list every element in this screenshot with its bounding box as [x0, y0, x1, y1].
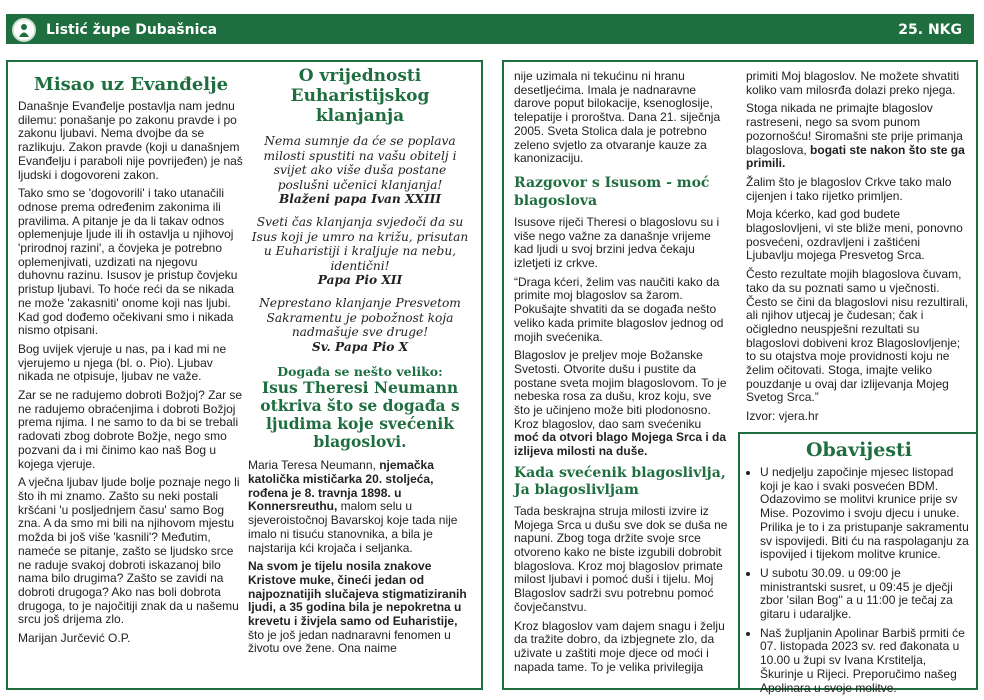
column-klanjanje	[248, 66, 472, 661]
bulletin-title: Listić župe Dubašnica	[46, 22, 218, 38]
notice-item: • Naš župljanin Apolinar Barbiš prmiti će 07. listopada 2023 sv. red đakonata u 10.00 u župi sv Ivana Krstitelja, Škurinje u Rijeci. Preporučimo našeg Apolinara u svoje molitve.	[760, 627, 970, 696]
article-paragraph: Kroz blagoslov vam dajem snagu i želju da tražite dobro, da izbjegnete zlo, da uživate u zaštiti moje djece od moći i napada tame. To je velika privilegija	[514, 618, 725, 674]
notices-section	[748, 438, 970, 700]
quote-text: Nema sumnje da će se poplava milosti spustiti na vašu obitelj i svijet ako više duša postane poslušni učenici klanjanja!	[263, 134, 457, 192]
quote-text: Neprestano klanjanje Presvetom Sakramentu je pobožnost koja nadmašuje sve druge!	[259, 295, 461, 340]
article-text: Maria Teresa Neumann,	[248, 458, 380, 473]
notice-item: • U nedjelju započinje mjesec listopad koji je kao i svaki posvećen BDM. Odazovimo se molitvi krunice prije sv Mise. Pozovimo i svoju djecu i unuke. Prilika je to i za pristupanje sakramentu sv ispovijedi. Biti ću na raspolaganju za ispovijed i tijekom molitve krunice.	[760, 466, 970, 562]
misao-title: Misao uz Evanđelje	[33, 74, 229, 95]
notices-list	[748, 466, 970, 695]
article-text-bold: moć da otvori blago Mojega Srca i da izlijeva milosti na duše.	[514, 430, 727, 459]
article-paragraph: Tada beskrajna struja milosti izvire iz Mojega Srca u dušu sve dok se duša ne napuni. Zbog toga držite svoje srce otvoreno kako ne biste izgubili dobrobit blagoslova. Kroz moj blagoslov primate milost ljubavi i pomoć duši i tijelu. Moj Blagoslov sadrži svu potrebnu pomoć čovječanstvu.	[514, 503, 728, 614]
quote-block	[248, 215, 472, 288]
article-headline: Isus Theresi Neumann otkriva što se događa s ljudima koje svećenik blagoslovi.	[260, 378, 460, 452]
parish-logo-icon	[12, 18, 36, 42]
column-blagoslov-cont	[746, 70, 970, 429]
misao-paragraph: Tako smo se 'dogovorili' i tako utanačili odnose prema određenim zakonima ili pravilima. A pitanje je da li takav odnos oplemenjuje ljude ili ih ostavlja u njihovoj 'prirodnoj razini', a čovjeka je potrebno oplemenjivati, uzdizati na njegovu duhovnu razinu. Isusov je pristup čovjeku pristup ljubavi. To hoće reći da se nikada ne može 'zakasniti' onome koji nas ljubi. Kad god dođemo očekivani smo i nikada nismo otpisani.	[18, 186, 238, 338]
misao-signature: Marijan Jurčević O.P.	[18, 631, 131, 646]
quote-source: Papa Pio XII	[317, 273, 403, 288]
quote-block	[248, 134, 472, 207]
misao-paragraph: Zar se ne radujemo dobroti Božjoj? Zar se ne radujemo obraćenjima i dobroti Božjoj prema njima. I ne samo to da bi se trebali radovati zbog dobrote Božje, nego smo pozvani da i mi činimo kao naš Bog u kojega vjeruje.	[18, 388, 243, 471]
header-bar	[0, 0, 984, 44]
notice-item: • U subotu 30.09. u 09:00 je ministrantski susret, u 09:45 je dječji zbor 'silan Bog'' a u 11:00 je tečaj za gitaru i udaraljke.	[760, 567, 970, 622]
article-paragraph	[248, 560, 472, 656]
misao-paragraph: Bog uvijek vjeruje u nas, pa i kad mi ne vjerujemo u njega (bl. o. Pio). Ljubav nikada ne otpisuje, ljubav ne važe.	[18, 341, 227, 384]
misao-paragraph: Današnje Evanđelje postavlja nam jednu dilemu: ponašanje po zakonu pravde i po zakonu ljubavi. Nema dvojbe da se razlikuju. Zakon pravde (koji u današnjem Evanđelju i paraboli nije povrijeđen) je naš ljudski i dogovoreni zakon.	[18, 99, 243, 182]
article-paragraph	[514, 349, 728, 459]
article-paragraph: Moja kćerko, kad god budete blagoslovljeni, vi ste bliže meni, ponovno posvećeni, ozdravljeni i zaštićeni Ljubavlju mojega Presvetog Srca.	[746, 207, 963, 263]
misao-paragraph: A vječna ljubav ljude bolje poznaje nego li što ih mi znamo. Zašto su neki postali kršćani 'u posljednjem času' samo Bog zna. A da smo mi bili na njihovom mjestu možda bi još više 'kasnili'? Međutim, nameće se pitanje, zašto se ljudsko srce ne raduje svakoj dobroti iskazanoj bilo nama bilo drugima? Zašto se zavidi na dobroti drugoga? Ako nas boli dobrota drugoga, to je najočitiji znak da u našemu srcu još drijema zlo.	[18, 475, 240, 627]
article-text: Blagoslov je preljev moje Božanske Svetosti. Otvorite dušu i pustite da postane sveta mojim blagoslovom. To je nebeska rosa za dušu, kroz koju, sve što je učinjeno može biti plodonosno. Kroz blagoslov, dao sam svećeniku	[514, 348, 727, 431]
source-note: Izvor: vjera.hr	[746, 409, 819, 424]
article-paragraph: nije uzimala ni tekućinu ni hranu desetljećima. Imala je nadnaravne darove poput bilokacije, ksenoglosije, telepatije i proroštva. Dana 21. siječnja 2005. Sveta Stolica dala je potrebno zeleno svjetlo za otvaranje kauze za kanonizaciju.	[514, 69, 721, 166]
article-text: Stoga nikada ne primajte blagoslov rastreseni, nego sa svom punom pozornošću! Siromašni ste prije primanja blagoslova,	[746, 101, 963, 157]
article-paragraph: “Draga kćeri, želim vas naučiti kako da primite moj blagoslov sa žarom. Pokušajte shvatiti da se događa nešto veliko kada primite blagoslov jednog od mojih svećenika.	[514, 274, 724, 344]
article-paragraph	[746, 102, 970, 171]
article-paragraph	[248, 459, 472, 555]
article-paragraph: Isusove riječi Theresi o blagoslovu su i više nego važne za današnje vrijeme kad ljudi u svoj brzini jedva čekaju izletjeti iz crkve.	[514, 214, 720, 271]
article-text-bold: bogati ste nakon što ste ga primili.	[746, 142, 965, 171]
section-heading: Kada svećenik blagoslivlja, Ja blagoslivljam	[514, 464, 726, 498]
quote-source: Sv. Papa Pio X	[311, 339, 409, 354]
issue-label: 25. NKG	[898, 22, 962, 38]
quote-text: Sveti čas klanjanja svjedoči da su Isus koji je umro na križu, prisutan u Euharistiji i kraljuje na nebu, identični!	[251, 214, 469, 273]
quote-source: Blaženi papa Ivan XXIII	[278, 192, 442, 207]
klanjanje-title: O vrijednosti Euharistijskog klanjanja	[290, 66, 430, 126]
article-text: što je još jedan nadnaravni fenomen u životu ove žene. Ona naime	[248, 627, 451, 656]
article-text: malom selu u sjeveroistočnoj Bavarskoj koje tada nije imalo ni tisuću stanovnika, a bila je najstarija kći krojača i seljanka.	[248, 499, 458, 555]
section-heading: Razgovor s Isusom - moć blagoslova	[514, 174, 710, 209]
article-text-bold: Na svom je tijelu nosila znakove Kristove muke, čineći jedan od najpoznatijih slučajeva stigmatiziranih ljudi, a 35 godina bila je nepokretna u krevetu i živjela samo od Euharistije,	[248, 559, 467, 629]
column-misao	[18, 74, 244, 651]
article-paragraph: Često rezultate mojih blagoslova čuvam, tako da su poznati samo u vječnosti. Često se čini da blagoslovi nisu rezultirali, ali njihov utjecaj je čudesan; čak i očigledno neuspješni rezultati su blagoslovi dobiveni kroz Blagoslovljenje; to su otajstva moje providnosti koju ne želim očitovati. Stoga, imajte veliko pouzdanje u ovaj dar izlijevanja Mojeg Svetog Srca.”	[746, 267, 969, 405]
article-kicker: Događa se nešto veliko:	[277, 364, 443, 380]
article-paragraph: primiti Moj blagoslov. Ne možete shvatiti koliko vam milosrđa dolazi preko njega.	[746, 69, 960, 97]
notices-title: Obavijesti	[805, 439, 913, 461]
quote-block	[248, 296, 472, 354]
column-blagoslov	[514, 70, 728, 679]
article-text-bold: njemačka katolička mističarka 20. stoljeća, rođena je 8. travnja 1898. u Konnersreuthu,	[248, 458, 434, 514]
article-paragraph: Žalim što je blagoslov Crkve tako malo cijenjen i tako rijetko primljen.	[746, 174, 952, 203]
